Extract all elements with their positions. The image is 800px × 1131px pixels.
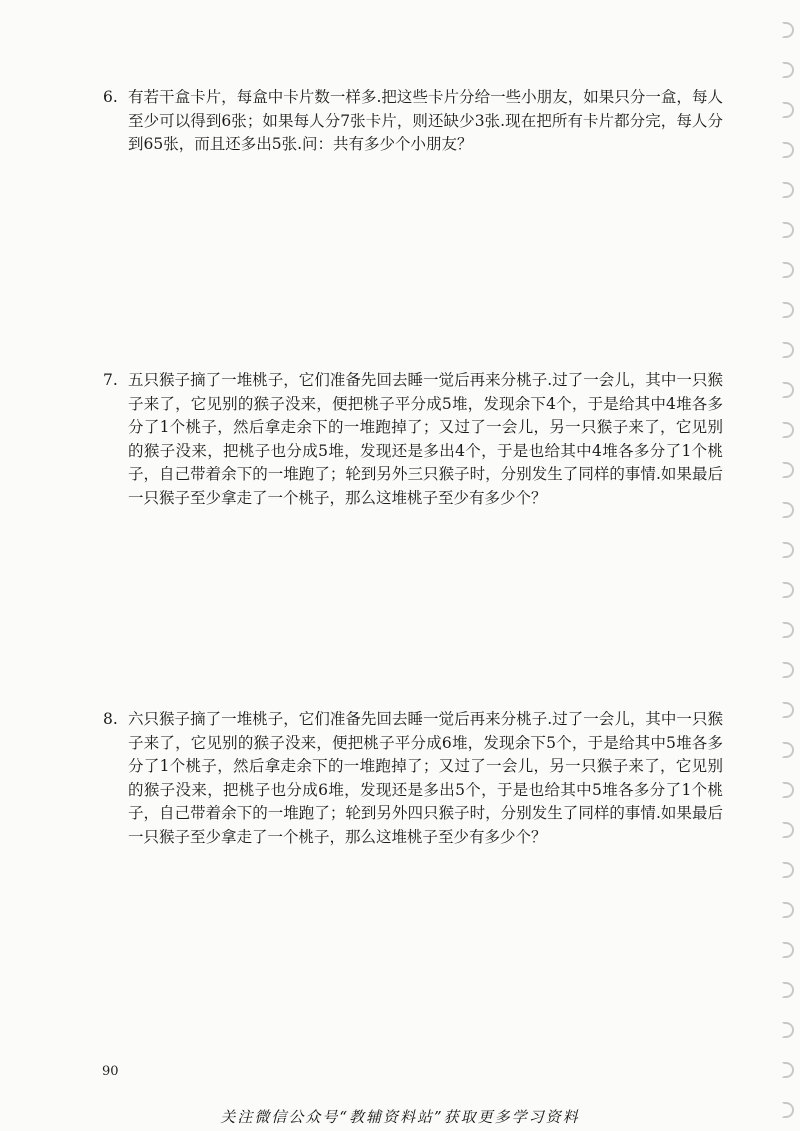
binder-ring <box>782 502 794 518</box>
question-text: 五只猴子摘了一堆桃子，它们准备先回去睡一觉后再来分桃子.过了一会儿，其中一只猴子来了，它见别的猴子没来，便把桃子平分成5堆，发现余下4个，于是给其中4堆各多分了1个桃子，然后拿走余下的一堆跑掉了；又过了一会儿，另一只猴子来了，它见别的猴子没来，把桃子也分成5堆，发现还是多出4个，于是也给其中4堆各多分了1个桃子，自己带着余下的一堆跑了；轮到另外三只猴子时，分别发生了同样的事情.如果最后一只猴子至少拿走了一个桃子，那么这堆桃子至少有多少个？ <box>128 371 723 507</box>
question-number: 6. <box>103 88 118 106</box>
binder-ring <box>782 622 794 638</box>
binder-ring <box>782 102 794 118</box>
binder-ring <box>782 782 794 798</box>
binder-ring <box>782 902 794 918</box>
binder-ring <box>782 142 794 158</box>
question-6 <box>103 86 723 157</box>
binder-ring <box>782 582 794 598</box>
footer-note: 关注微信公众号“教辅资料站”获取更多学习资料 <box>220 1108 580 1126</box>
binder-ring <box>782 662 794 678</box>
binder-ring <box>782 22 794 38</box>
page-number: 90 <box>102 1064 119 1079</box>
binder-ring <box>782 262 794 278</box>
binder-ring <box>782 542 794 558</box>
binder-ring <box>782 62 794 78</box>
binder-ring <box>782 862 794 878</box>
binder-ring <box>782 182 794 198</box>
binder-ring <box>782 942 794 958</box>
binder-ring <box>782 1062 794 1078</box>
binder-ring <box>782 422 794 438</box>
binder-ring <box>782 982 794 998</box>
binder-ring <box>782 382 794 398</box>
binder-ring <box>782 342 794 358</box>
binder-ring <box>782 702 794 718</box>
binder-rings <box>760 0 800 1131</box>
question-7 <box>103 369 723 510</box>
question-number: 8. <box>103 710 118 728</box>
question-number: 7. <box>103 371 118 389</box>
question-8 <box>103 708 723 849</box>
question-text: 六只猴子摘了一堆桃子，它们准备先回去睡一觉后再来分桃子.过了一会儿，其中一只猴子来了，它见别的猴子没来，便把桃子平分成6堆，发现余下5个，于是给其中5堆各多分了1个桃子，然后拿走余下的一堆跑掉了；又过了一会儿，另一只猴子来了，它见别的猴子没来，把桃子也分成6堆，发现还是多出5个，于是也给其中5堆各多分了1个桃子，自己带着余下的一堆跑了；轮到另外四只猴子时，分别发生了同样的事情.如果最后一只猴子至少拿走了一个桃子，那么这堆桃子至少有多少个？ <box>128 710 723 846</box>
question-text: 有若干盒卡片，每盒中卡片数一样多.把这些卡片分给一些小朋友，如果只分一盒，每人至少可以得到6张；如果每人分7张卡片，则还缺少3张.现在把所有卡片都分完，每人分到65张，而且还多出5张.问：共有多少个小朋友？ <box>128 88 723 153</box>
binder-ring <box>782 742 794 758</box>
binder-ring <box>782 822 794 838</box>
binder-ring <box>782 1022 794 1038</box>
binder-ring <box>782 302 794 318</box>
binder-ring <box>782 462 794 478</box>
binder-ring <box>782 222 794 238</box>
